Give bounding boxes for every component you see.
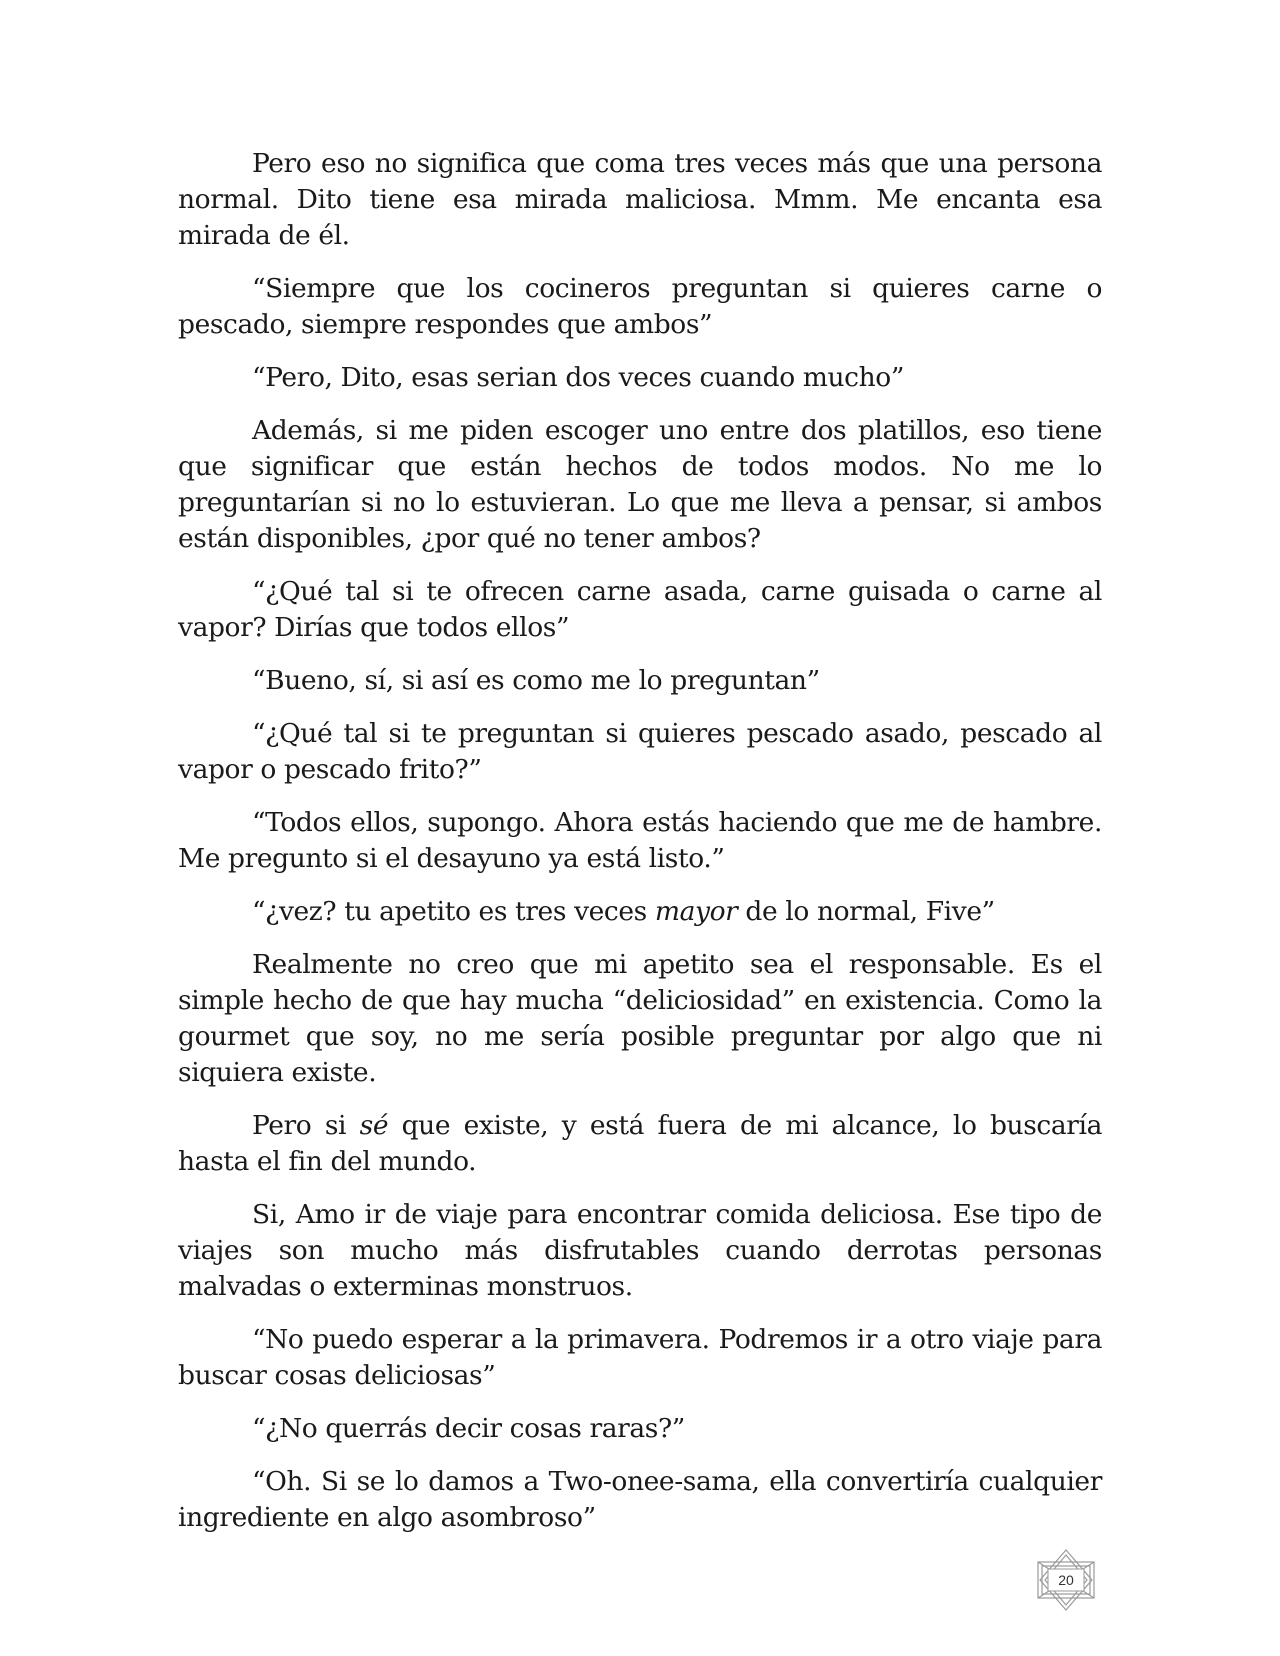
- paragraph: “Pero, Dito, esas serian dos veces cuando mucho”: [252, 362, 904, 393]
- paragraph-text: “¿vez? tu apetito es tres veces: [252, 896, 655, 927]
- paragraph-text: que existe, y está fuera de mi alcance, lo buscaría hasta el fin del mundo.: [178, 1110, 1103, 1177]
- paragraph: [178, 1108, 1102, 1180]
- paragraph: “Siempre que los cocineros preguntan si quieres carne o pescado, siempre respondes que ambos”: [178, 273, 1102, 340]
- page-number: 20: [1058, 1572, 1074, 1588]
- paragraph: “No puedo esperar a la primavera. Podremos ir a otro viaje para buscar cosas deliciosas”: [178, 1324, 1102, 1391]
- emphasis-text: mayor: [654, 896, 738, 927]
- paragraph: “Todos ellos, supongo. Ahora estás haciendo que me de hambre. Me pregunto si el desayuno ya está listo.”: [178, 807, 1102, 874]
- emphasis-text: sé: [359, 1110, 389, 1141]
- paragraph-text: de lo normal, Five”: [737, 896, 995, 927]
- paragraph: “Bueno, sí, si así es como me lo preguntan”: [252, 665, 820, 696]
- paragraph: “¿No querrás decir cosas raras?”: [252, 1413, 685, 1444]
- paragraph: “¿Qué tal si te preguntan si quieres pescado asado, pescado al vapor o pescado frito?”: [178, 718, 1102, 785]
- paragraph: Además, si me piden escoger uno entre dos platillos, eso tiene que significar que están hechos de todos modos. No me lo preguntarían si no lo estuvieran. Lo que me lleva a pensar, si ambos están disponibles, ¿por qué no tener ambos?: [178, 415, 1102, 554]
- paragraph-text: Pero si: [252, 1110, 360, 1141]
- paragraph: [178, 894, 1102, 930]
- paragraph: “¿Qué tal si te ofrecen carne asada, carne guisada o carne al vapor? Dirías que todos ellos”: [178, 576, 1102, 643]
- paragraph: “Oh. Si se lo damos a Two-onee-sama, ella convertiría cualquier ingrediente en algo asombroso”: [178, 1466, 1102, 1533]
- page-body: [178, 146, 1102, 1553]
- paragraph: Si, Amo ir de viaje para encontrar comida deliciosa. Ese tipo de viajes son mucho más disfrutables cuando derrotas personas malvadas o exterminas monstruos.: [178, 1199, 1102, 1302]
- paragraph: Realmente no creo que mi apetito sea el responsable. Es el simple hecho de que hay mucha “deliciosidad” en existencia. Como la gourmet que soy, no me sería posible preguntar por algo que ni siquiera existe.: [178, 949, 1102, 1088]
- paragraph: Pero eso no significa que coma tres veces más que una persona normal. Dito tiene esa mirada maliciosa. Mmm. Me encanta esa mirada de él.: [178, 148, 1102, 251]
